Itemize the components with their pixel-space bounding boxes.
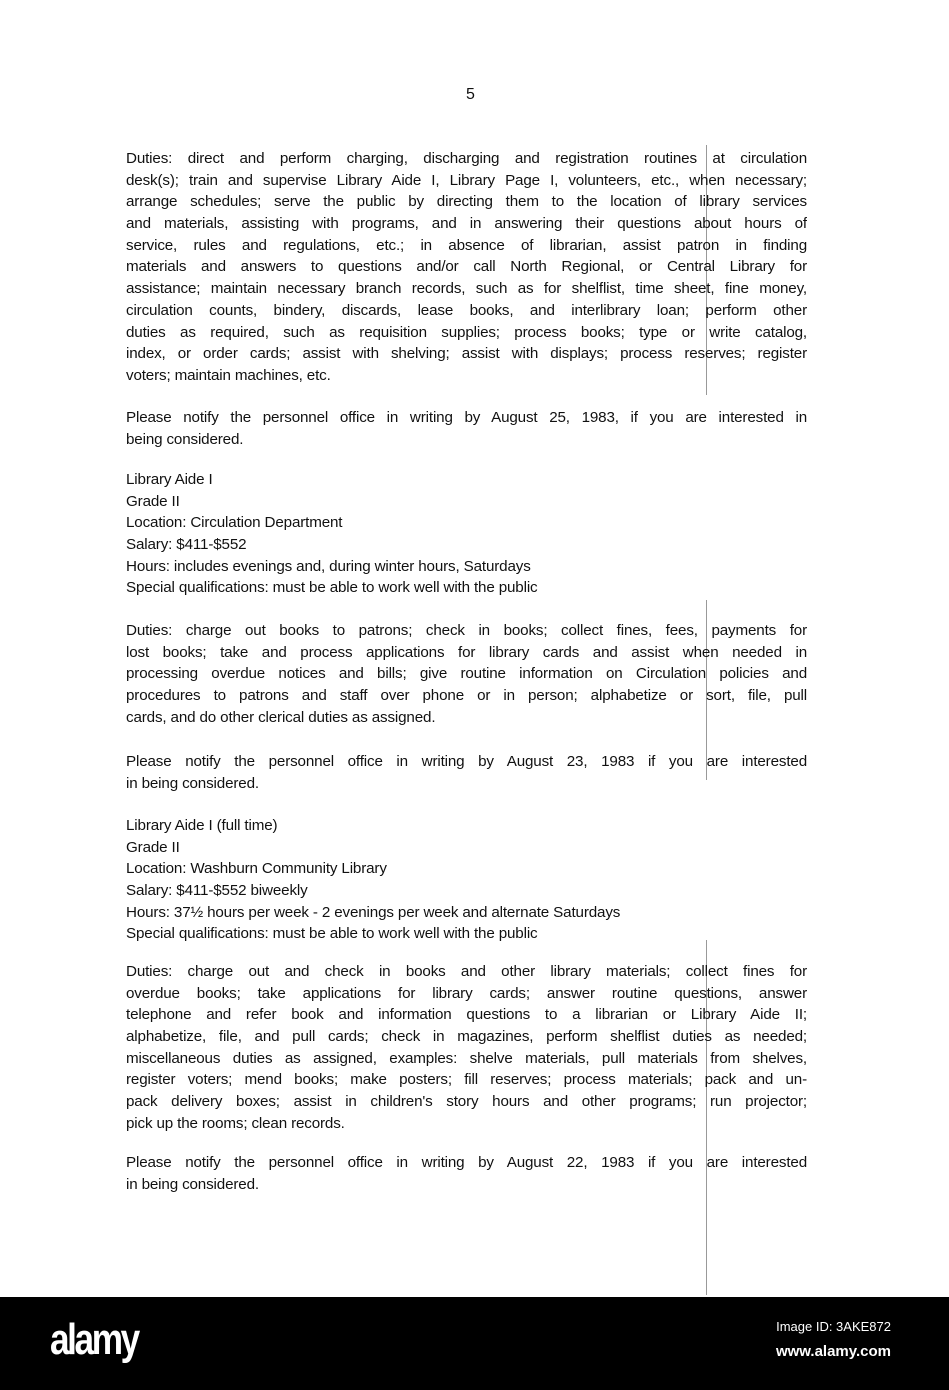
text-line: Library Aide I (full time) [126, 817, 278, 834]
text-line: Location: Washburn Community Library [126, 860, 387, 878]
text-line: Salary: $411-$552 biweekly [126, 882, 308, 900]
text-line: arrange schedules; serve the public by directing them to the location of library services [126, 193, 807, 211]
text-line: Special qualifications: must be able to work well with the public [126, 925, 538, 943]
text-paragraph [126, 1152, 807, 1195]
text-line: Grade II [126, 838, 180, 856]
text-paragraph [126, 407, 807, 450]
text-line: Please notify the personnel office in writing by August 22, 1983 if you are interested [126, 1154, 807, 1171]
text-line: Location: Circulation Department [126, 514, 343, 532]
text-line: being considered. [126, 430, 244, 448]
watermark-url: www.alamy.com [775, 1343, 891, 1360]
text-line: processing overdue notices and bills; give routine information on Circulation policies and [126, 665, 807, 683]
text-line: Duties: charge out books to patrons; check in books; collect fines, fees, payments for [126, 622, 807, 639]
text-line: telephone and refer book and information questions to a librarian or Library Aide II; [126, 1006, 807, 1024]
text-line: desk(s); train and supervise Library Aide I, Library Page I, volunteers, etc., when necessary; [126, 171, 807, 189]
job-listing [126, 815, 807, 945]
text-line: in being considered. [126, 774, 259, 792]
text-line: Hours: 37½ hours per week - 2 evenings per week and alternate Saturdays [126, 903, 621, 921]
text-line: Salary: $411-$552 [126, 536, 247, 554]
text-line: duties as required, such as requisition supplies; process books; type or write catalog, [126, 323, 807, 341]
text-line: pick up the rooms; clean records. [126, 1114, 345, 1132]
text-line: Please notify the personnel office in writing by August 23, 1983 if you are interested [126, 753, 807, 770]
text-line: Special qualifications: must be able to work well with the public [126, 579, 538, 597]
text-paragraph [126, 751, 807, 794]
text-line: overdue books; take applications for library cards; answer routine questions, answer [126, 984, 807, 1002]
text-line: voters; maintain machines, etc. [126, 366, 331, 384]
text-line: assistance; maintain necessary branch records, such as for shelflist, time sheet, fine money, [126, 280, 807, 298]
text-line: Duties: charge out and check in books and other library materials; collect fines for [126, 963, 807, 980]
text-line: index, or order cards; assist with shelving; assist with displays; process reserves; register [126, 345, 807, 363]
text-line: Duties: direct and perform charging, discharging and registration routines at circulation [126, 150, 807, 167]
job-listing [126, 469, 807, 599]
text-line: service, rules and regulations, etc.; in absence of librarian, assist patron in finding [126, 236, 807, 254]
text-paragraph [126, 961, 807, 1135]
watermark-bar [0, 1297, 949, 1390]
alamy-logo: alamy [50, 1315, 138, 1364]
text-line: lost books; take and process applications for library cards and assist when needed in [126, 643, 807, 661]
page-number: 5 [466, 86, 475, 103]
text-line: cards, and do other clerical duties as assigned. [126, 708, 436, 726]
text-line: in being considered. [126, 1175, 259, 1193]
text-line: materials and answers to questions and/or call North Regional, or Central Library for [126, 258, 807, 276]
text-line: register voters; mend books; make posters; fill reserves; process materials; pack and un- [126, 1071, 807, 1089]
text-line: miscellaneous duties as assigned, examples: shelve materials, pull materials from shelves, [126, 1049, 807, 1067]
text-line: circulation counts, bindery, discards, lease books, and interlibrary loan; perform other [126, 301, 807, 319]
text-line: pack delivery boxes; assist in children's story hours and other programs; run projector; [126, 1093, 807, 1111]
text-line: and materials, assisting with programs, and in answering their questions about hours of [126, 215, 807, 233]
image-id: Image ID: 3AKE872 [776, 1319, 891, 1334]
text-line: Grade II [126, 492, 180, 510]
text-line: Hours: includes evenings and, during winter hours, Saturdays [126, 557, 531, 575]
text-line: Library Aide I [126, 471, 213, 488]
text-paragraph [126, 148, 807, 387]
text-line: alphabetize, file, and pull cards; check in magazines, perform shelflist duties as needed; [126, 1028, 807, 1046]
text-line: Please notify the personnel office in writing by August 25, 1983, if you are interested in [126, 409, 807, 426]
text-paragraph [126, 620, 807, 728]
text-line: procedures to patrons and staff over phone or in person; alphabetize or sort, file, pull [126, 687, 807, 705]
